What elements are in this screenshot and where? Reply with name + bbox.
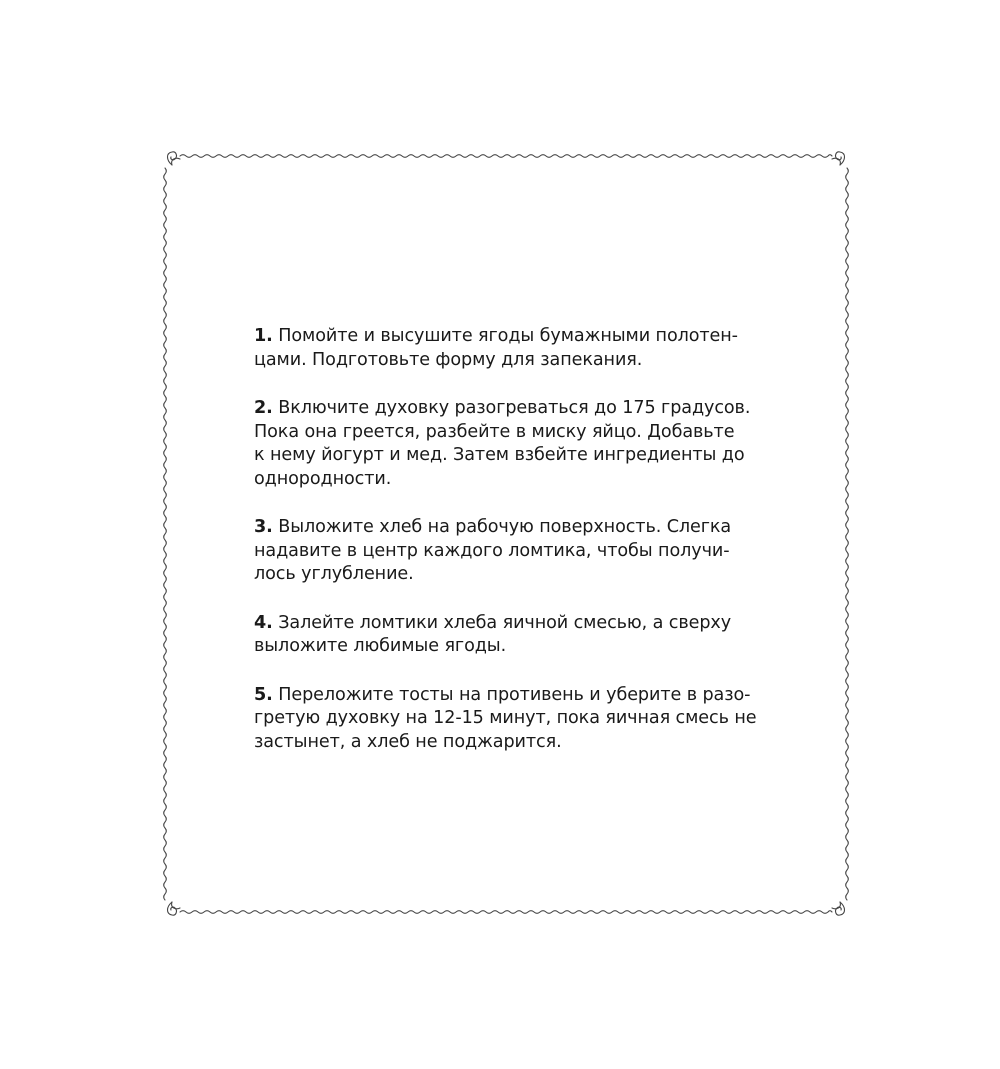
step-number: 3. (254, 517, 273, 537)
recipe-step (254, 612, 774, 659)
step-text: Переложите тосты на противень и уберите в разо- (278, 684, 751, 705)
step-text: лось углубление. (254, 564, 414, 584)
step-number: 5. (254, 684, 273, 705)
step-number: 2. (254, 398, 273, 418)
frame-right-edge (846, 168, 849, 900)
corner-ornament-bottom-right (832, 902, 845, 915)
step-line (254, 684, 774, 708)
frame-bottom-edge (180, 911, 832, 914)
corner-ornament-bottom-left (168, 902, 181, 915)
step-line (254, 397, 774, 421)
step-text: к нему йогурт и мед. Затем взбейте ингредиенты до (254, 445, 745, 465)
step-number: 1. (254, 326, 273, 346)
step-line (254, 516, 774, 540)
recipe-step (254, 325, 774, 372)
step-text: Пока она греется, разбейте в миску яйцо. Добавьте (254, 421, 735, 442)
frame-top-edge (180, 155, 832, 158)
recipe-steps (254, 325, 774, 779)
step-text: Залейте ломтики хлеба яичной смесью, а сверху (278, 612, 732, 633)
step-text: застынет, а хлеб не поджарится. (254, 731, 562, 752)
step-number: 4. (254, 612, 273, 633)
corner-ornament-top-right (832, 152, 845, 165)
step-text: выложите любимые ягоды. (254, 636, 507, 656)
step-text: Помойте и высушите ягоды бумажными полотен- (278, 326, 738, 346)
step-text: цами. Подготовьте форму для запекания. (254, 349, 643, 370)
recipe-step (254, 684, 774, 755)
step-text: однородности. (254, 468, 392, 489)
step-text: Выложите хлеб на рабочую поверхность. Слегка (278, 517, 732, 537)
recipe-step (254, 397, 774, 491)
step-text: Включите духовку разогреваться до 175 градусов. (278, 398, 751, 418)
step-line (254, 612, 774, 636)
recipe-step (254, 516, 774, 587)
step-line (254, 325, 774, 349)
step-text: гретую духовку на 12-15 минут, пока яичная смесь не (254, 708, 757, 728)
step-text: надавите в центр каждого ломтика, чтобы получи- (254, 540, 730, 561)
corner-ornament-top-left (168, 152, 181, 165)
frame-left-edge (164, 168, 167, 900)
